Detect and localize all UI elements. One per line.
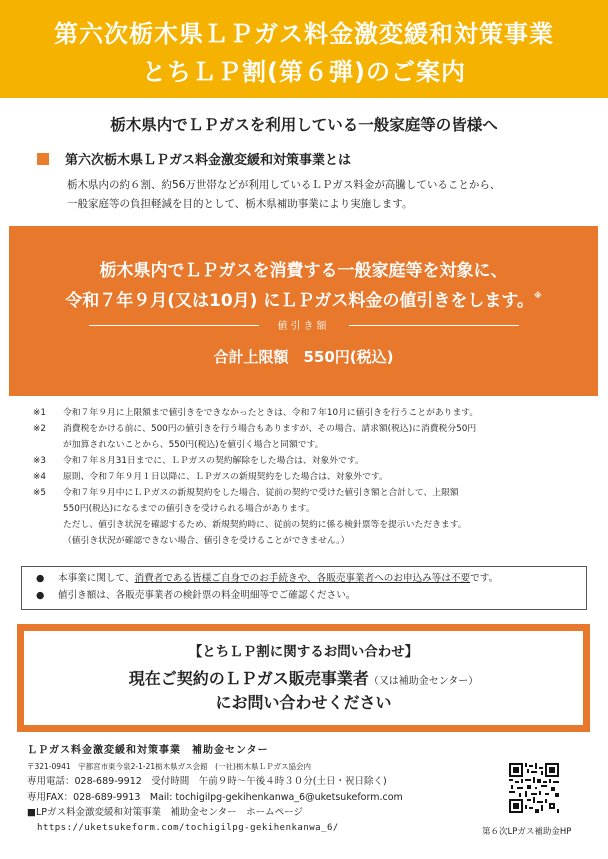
notice-item (36, 587, 586, 604)
footer (27, 743, 497, 836)
note-row: ただし、値引き状況を確認するため、新規契約時に、従前の契約に係る検針票等を提示いただきます。 (63, 520, 467, 530)
note-row: ※5 令和７年９月中にＬＰガスの新規契約をした場合、従前の契約で受けた値引き額と合計して、上限額 (33, 488, 459, 498)
about-heading-text: 第六次栃木県ＬＰガス料金激変緩和対策事業とは (65, 153, 352, 168)
note-row: ※4 原則、令和７年９月１日以降に、ＬＰガスの新規契約をした場合は、対象外です。 (33, 472, 388, 482)
discount-amount-label: 値引き額 (277, 321, 330, 332)
title-banner (0, 0, 608, 98)
notice-box (21, 566, 587, 610)
note-row: ※2 消費税をかける前に、500円の値引きを行う場合もありますが、その場合、請求額(税込)に消費税分50円 (33, 424, 477, 434)
discount-limit: 合計上限額 550円(税込) (213, 348, 394, 366)
about-body (67, 176, 587, 214)
note-row: ※1 令和７年９月に上限額まで値引きをできなかったときは、令和７年10月に値引きを行うことがあります。 (33, 408, 479, 418)
page-title-line2: とちＬＰ割(第６弾)のご案内 (142, 58, 466, 86)
homepage-url-link[interactable]: https://uketsukeform.com/tochigilpg-gekihenkanwa_6/ (37, 822, 339, 833)
notice-emphasis: 消費者である皆様ご自身でのお手続きや、各販売事業者へのお申込み等は不要 (134, 573, 471, 584)
note-mark: ※ (533, 291, 542, 300)
qr-code-icon[interactable] (509, 763, 559, 813)
discount-line2-text: 令和７年９月(又は10月) にＬＰガス料金の値引きをします。 (65, 291, 534, 311)
footnotes (33, 405, 593, 549)
note-row: （値引き状況が確認できない場合、値引きを受けることができません。） (63, 536, 350, 546)
notice-item (36, 570, 586, 587)
target-audience-heading: 栃木県内でＬＰガスを利用している一般家庭等の皆様へ (110, 116, 498, 134)
contact-heading: 【とちＬＰ割に関するお問い合わせ】 (188, 644, 419, 660)
footer-fax: 専用FAX：028-689-9913 Mail: tochigilpg-gekihenkanwa_6@uketsukeform.com (27, 791, 403, 803)
discount-panel (9, 226, 598, 396)
footer-org: ＬＰガス料金激変緩和対策事業 補助金センター (27, 745, 269, 756)
contact-line1: 現在ご契約のＬＰガス販売事業者（又は補助金センター） (128, 669, 479, 688)
notice-text: 本事業に関して、消費者である皆様ご自身でのお手続きや、各販売事業者へのお申込み等は不要です。 (58, 573, 499, 584)
discount-line2 (9, 286, 598, 311)
notice-text: 値引き額は、各販売事業者の検針票の料金明細等でご確認ください。 (58, 590, 356, 601)
contact-panel (17, 624, 590, 732)
footer-homepage-label: ■LPガス料金激変緩和対策事業 補助金センター ホームページ (27, 807, 303, 818)
page-title-line1: 第六次栃木県ＬＰガス料金激変緩和対策事業 (54, 20, 554, 48)
about-body-line2: 一般家庭等の負担軽減を目的として、栃木県補助事業により実施します。 (67, 198, 413, 210)
about-heading (37, 149, 351, 168)
contact-line1-note: （又は補助金センター） (368, 676, 479, 687)
contact-inner (24, 631, 583, 725)
qr-caption: 第６次LPガス補助金HP (482, 827, 572, 837)
orange-square-icon (37, 153, 49, 165)
discount-line1: 栃木県内でＬＰガスを消費する一般家庭等を対象に、 (99, 261, 508, 281)
contact-line2: にお問い合わせください (215, 693, 392, 712)
note-row: ※3 令和７年８月31日までに、ＬＰガスの契約解除をした場合は、対象外です。 (33, 456, 364, 466)
bullet-icon: ● (36, 590, 45, 601)
note-row: が加算されないことから、550円(税込)を値引く場合と同額です。 (63, 440, 324, 450)
about-body-line1: 栃木県内の約６割、約56万世帯などが利用しているＬＰガス料金が高騰していることから、 (67, 179, 501, 191)
footer-address: 〒321-0941 宇都宮市東今泉2-1-21栃木県ガス会館 (一社)栃木県ＬＰガス協会内 (27, 761, 311, 771)
footer-phone: 専用電話：028-689-9912 受付時間 午前９時～午後４時３０分(土日・祝日除く) (27, 776, 387, 787)
bullet-icon: ● (36, 573, 45, 584)
note-row: 550円(税込)になるまでの値引きを受けられる場合があります。 (63, 504, 315, 514)
